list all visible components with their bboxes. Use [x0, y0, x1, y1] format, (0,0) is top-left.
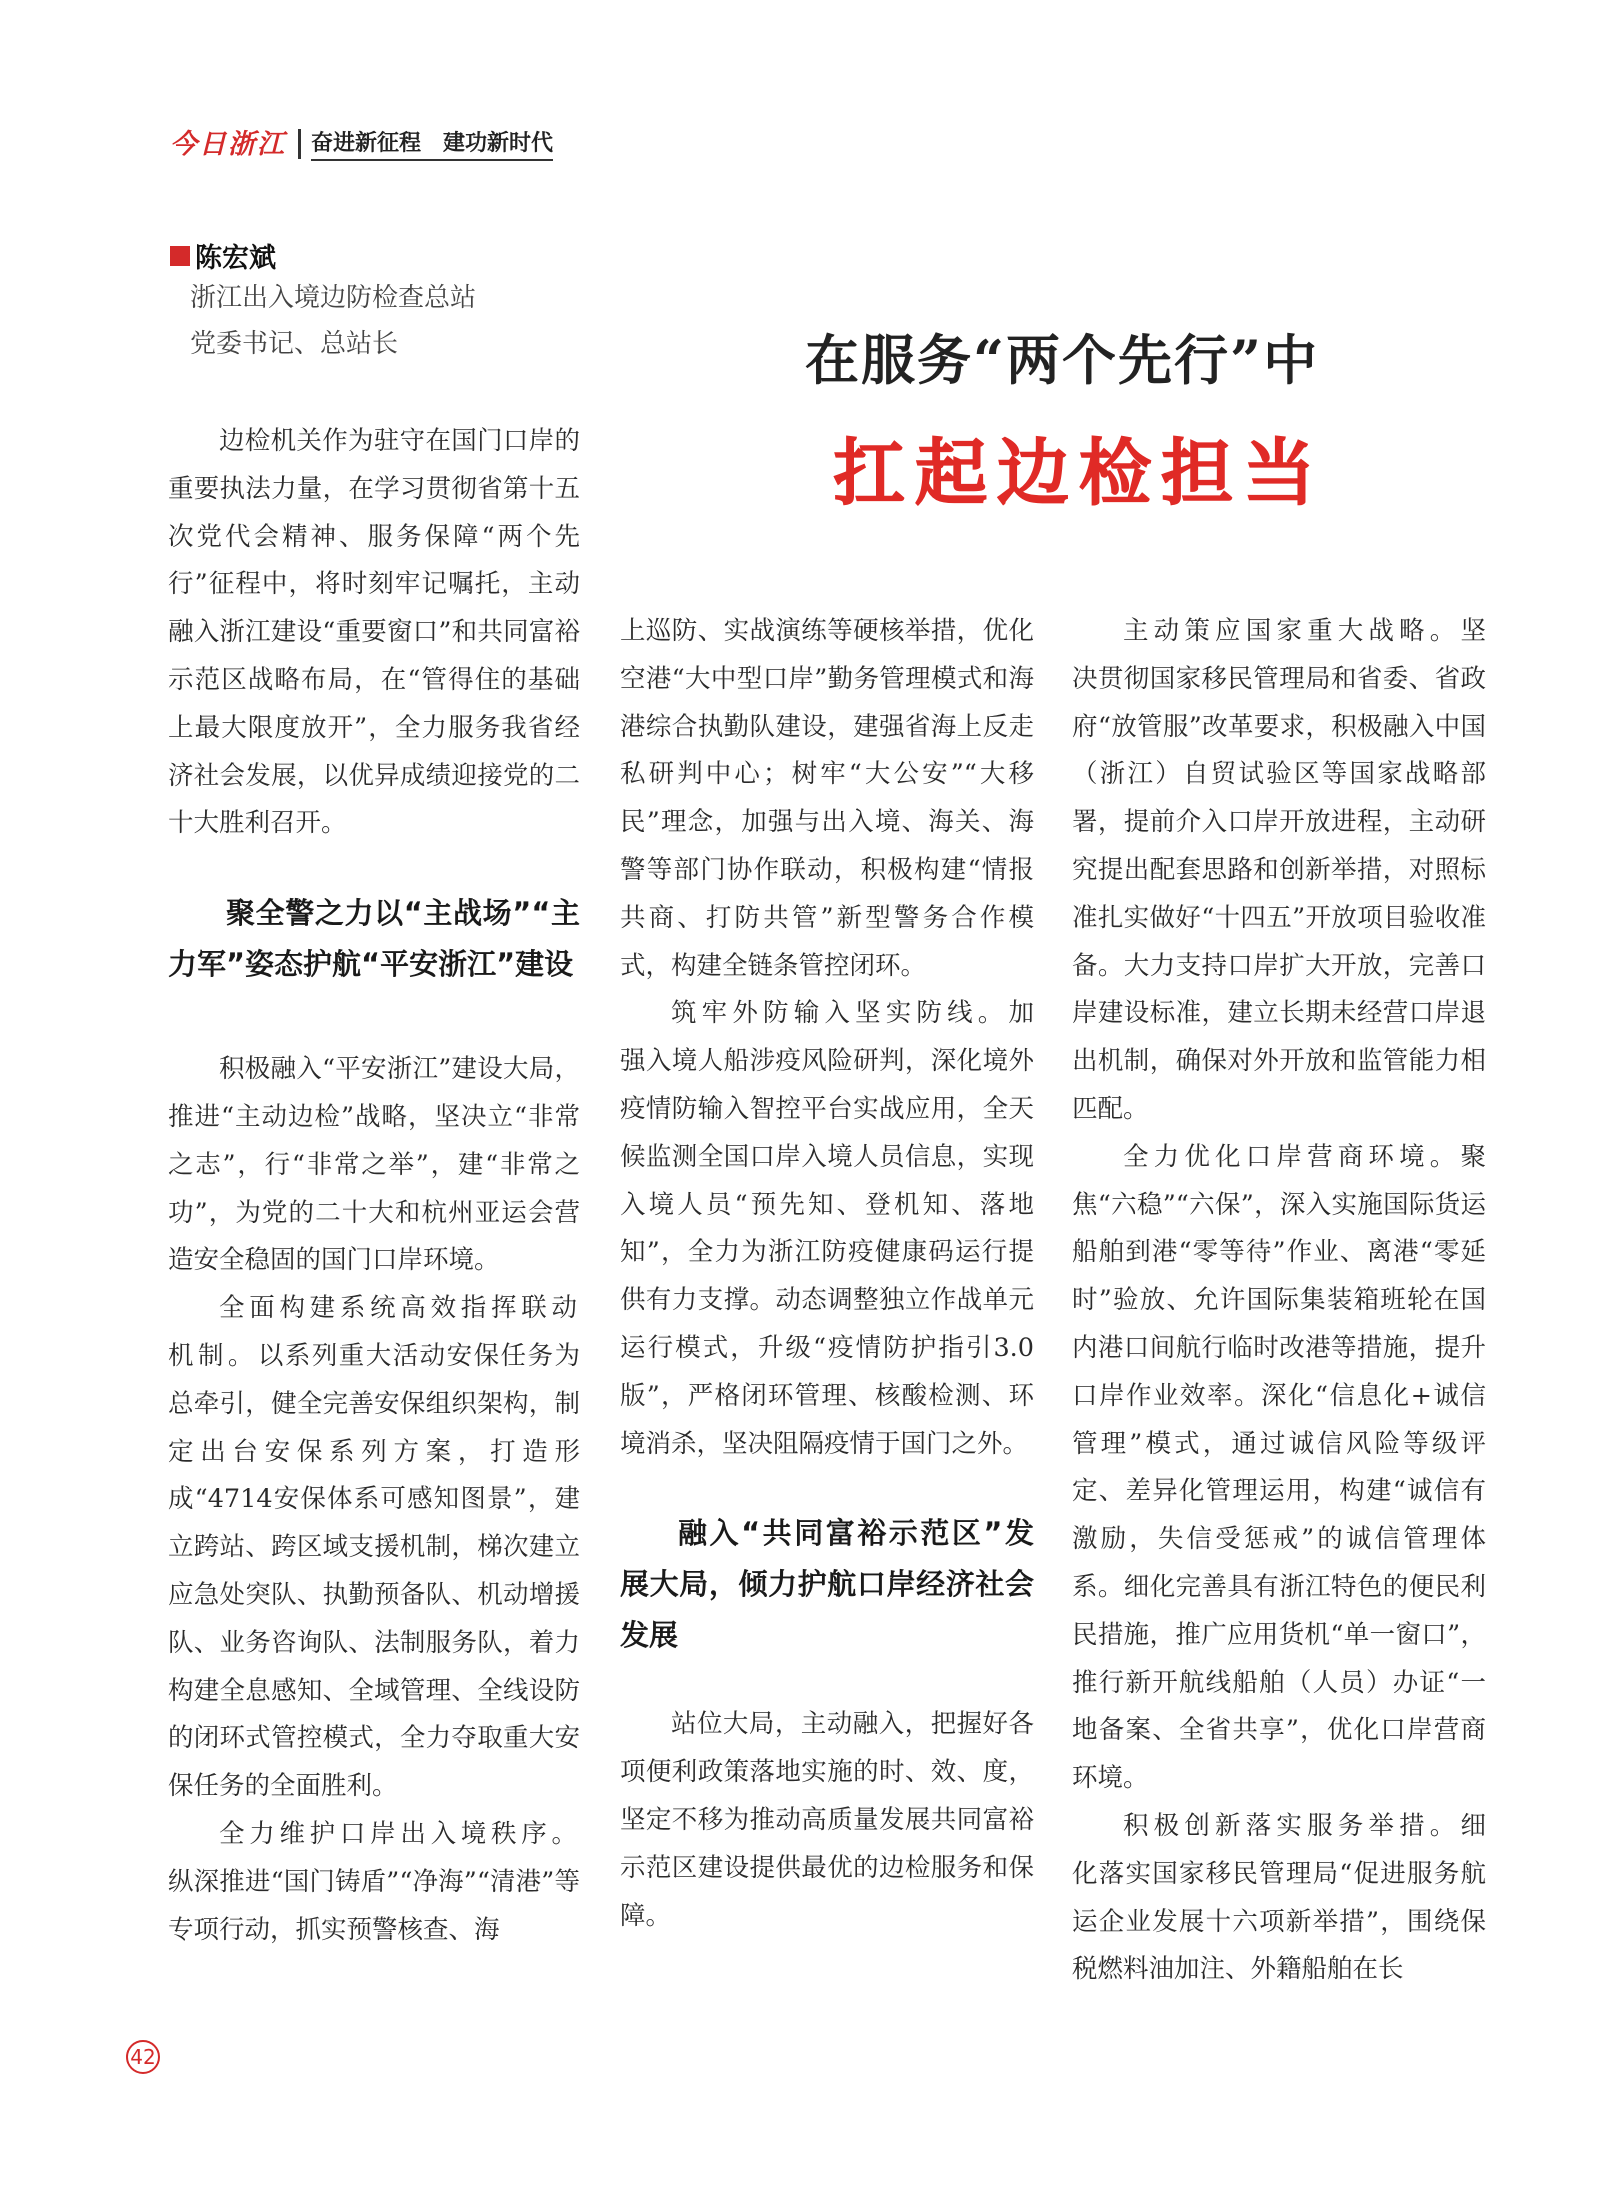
paragraph: 筑牢外防输入坚实防线。加强入境人船涉疫风险研判，深化境外疫情防输入智控平台实战应用，全天候监测全国口岸入境人员信息，实现入境人员“预先知、登机知、落地知”，全力为浙江防疫健康码运行提供有力支撑。动态调整独立作战单元运行模式，升级“疫情防护指引3.0版”，严格闭环管理、核酸检测、环境消杀，坚决阻隔疫情于国门之外。 [620, 998, 1034, 1459]
paragraph: 全力优化口岸营商环境。聚焦“六稳”“六保”，深入实施国际货运船舶到港“零等待”作业、离港“零延时”验放、允许国际集装箱班轮在国内港口间航行临时改港等措施，提升口岸作业效率。深化“信息化+诚信管理”模式，通过诚信风险等级评定、差异化管理运用，构建“诚信有激励，失信受惩戒”的诚信管理体系。细化完善具有浙江特色的便民利民措施，推广应用货机“单一窗口”，推行新开航线船舶（人员）办证“一地备案、全省共享”，优化口岸营商环境。 [1072, 1141, 1486, 1794]
column-2 [620, 608, 1034, 1940]
paragraph: 上巡防、实战演练等硬核举措，优化空港“大中型口岸”勤务管理模式和海港综合执勤队建设，建强省海上反走私研判中心；树牢“大公安”“大移民”理念，加强与出入境、海关、海警等部门协作联动，积极构建“情报共商、打防共管”新型警务合作模式，构建全链条管控闭环。 [620, 616, 1034, 981]
red-square-icon [170, 246, 190, 266]
author-name: 陈宏斌 [170, 236, 476, 275]
header-slogan: 奋进新征程 建功新时代 [311, 126, 553, 161]
paragraph: 站位大局，主动融入，把握好各项便利政策落地实施的时、效、度，坚定不移为推动高质量发展共同富裕示范区建设提供最优的边检服务和保障。 [620, 1709, 1034, 1931]
page-number: 42 [126, 2040, 160, 2074]
article-title-line1: 在服务“两个先行”中 [805, 328, 1320, 392]
author-role-2: 党委书记、总站长 [190, 329, 399, 359]
section-heading: 融入“共同富裕示范区”发展大局，倾力护航口岸经济社会发展 [620, 1516, 1034, 1653]
magazine-logo: 今日浙江 [170, 129, 286, 160]
paragraph: 主动策应国家重大战略。坚决贯彻国家移民管理局和省委、省政府“放管服”改革要求，积极融入中国（浙江）自贸试验区等国家战略部署，提前介入口岸开放进程，主动研究提出配套思路和创新举措，对照标准扎实做好“十四五”开放项目验收准备。大力支持口岸扩大开放，完善口岸建设标准，建立长期未经营口岸退出机制，确保对外开放和监管能力相匹配。 [1072, 616, 1486, 1124]
column-3 [1072, 608, 1486, 1994]
paragraph: 边检机关作为驻守在国门口岸的重要执法力量，在学习贯彻省第十五次党代会精神、服务保障“两个先行”征程中，将时刻牢记嘱托，主动融入浙江建设“重要窗口”和共同富裕示范区战略布局，在“管得住的基础上最大限度放开”，全力服务我省经济社会发展，以优异成绩迎接党的二十大胜利召开。 [168, 426, 580, 839]
paragraph: 全力维护口岸出入境秩序。纵深推进“国门铸盾”“净海”“清港”等专项行动，抓实预警核查、海 [168, 1818, 580, 1945]
author-block [170, 236, 476, 367]
paragraph: 积极创新落实服务举措。细化落实国家移民管理局“促进服务航运企业发展十六项新举措”，围绕保税燃料油加注、外籍船舶在长 [1072, 1810, 1486, 1985]
column-1 [168, 418, 580, 1954]
header-divider [298, 129, 301, 159]
page-header [170, 122, 553, 161]
section-heading: 聚全警之力以“主战场”“主力军”姿态护航“平安浙江”建设 [168, 896, 580, 982]
paragraph: 积极融入“平安浙江”建设大局，推进“主动边检”战略，坚决立“非常之志”，行“非常之举”，建“非常之功”，为党的二十大和杭州亚运会营造安全稳固的国门口岸环境。 [168, 1054, 580, 1276]
article-title-line2: 扛起边检担当 [833, 431, 1326, 515]
author-role-1: 浙江出入境边防检查总站 [190, 283, 477, 313]
paragraph: 全面构建系统高效指挥联动机制。以系列重大活动安保任务为总牵引，健全完善安保组织架构，制定出台安保系列方案，打造形成“4714安保体系可感知图景”，建立跨站、跨区域支援机制，梯次建立应急处突队、执勤预备队、机动增援队、业务咨询队、法制服务队，着力构建全息感知、全域管理、全线设防的闭环式管控模式，全力夺取重大安保任务的全面胜利。 [168, 1293, 580, 1802]
